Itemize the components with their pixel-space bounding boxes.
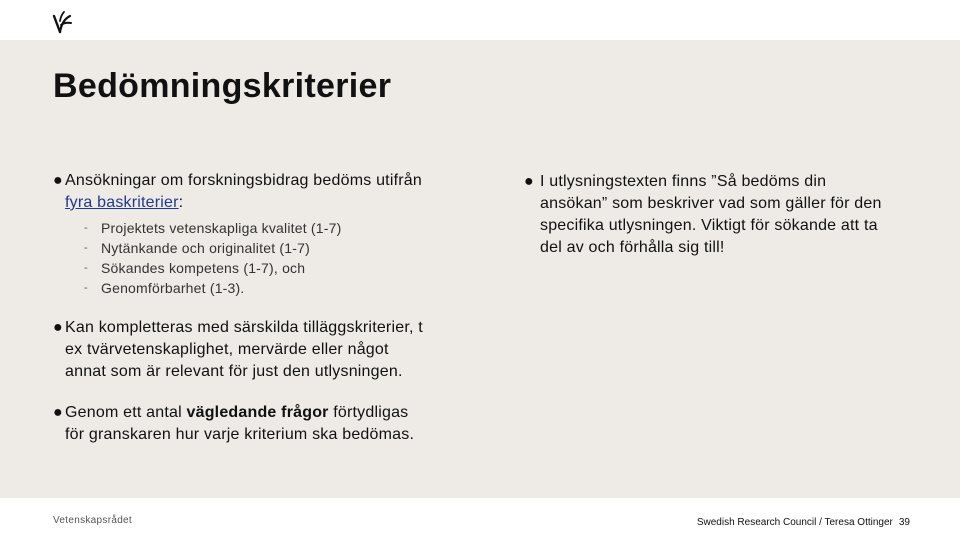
bullet-text: Genom ett antal (65, 404, 187, 421)
bullet-vagledande-fragor (53, 402, 463, 446)
bullet-dot: ● (53, 319, 63, 336)
bullet-text: del av och förhålla sig till! (540, 239, 725, 256)
bullet-sa-bedoms (524, 171, 924, 259)
bullet-baskriterier (53, 170, 463, 298)
left-column (53, 170, 463, 446)
right-column (524, 171, 924, 259)
bullet-text: ansökan” som beskriver vad som gäller för den (540, 195, 882, 212)
bullet-text: förtydligas (328, 404, 409, 421)
dash-marker: - (84, 282, 88, 294)
list-item-text: Genomförbarhet (1-3). (101, 280, 245, 296)
list-item (53, 238, 463, 258)
list-item-text: Sökandes kompetens (1-7), och (101, 260, 306, 276)
list-item-text: Nytänkande och originalitet (1-7) (101, 240, 310, 256)
bullet-dot: ● (524, 173, 534, 190)
bullet-tillaggskriterier (53, 317, 463, 383)
bullet-text: Kan kompletteras med särskilda tilläggskriterier, t (65, 319, 423, 336)
bullet-text: Ansökningar om forskningsbidrag bedöms utifrån (65, 172, 422, 189)
bullet-text: specifika utlysningen. Viktigt för sökande att ta (540, 217, 878, 234)
colon-text: : (178, 194, 184, 211)
dash-marker: - (84, 262, 88, 274)
bullet-text: I utlysningstexten finns ”Så bedöms din (540, 173, 827, 190)
vr-sprout-logo-icon (50, 10, 74, 36)
bold-text: vägledande frågor (186, 404, 329, 421)
slide-title: Bedömningskriterier (53, 67, 392, 105)
list-item-text: Projektets vetenskapliga kvalitet (1-7) (101, 220, 342, 236)
bullet-text: annat som är relevant för just den utlysningen. (65, 363, 403, 380)
list-item (53, 278, 463, 298)
footer-credit (697, 517, 910, 528)
dash-marker: - (84, 242, 88, 254)
bullet-text: ex tvärvetenskaplighet, mervärde eller något (65, 341, 389, 358)
top-bar (0, 0, 960, 40)
credit-text: Swedish Research Council / Teresa Ottinger (696, 517, 893, 528)
bullet-dot: ● (53, 172, 63, 189)
bullet-text: för granskaren hur varje kriterium ska bedömas. (65, 426, 415, 443)
list-item (53, 218, 463, 238)
criteria-list (53, 218, 463, 298)
list-item (53, 258, 463, 278)
org-name: Vetenskapsrådet (53, 515, 132, 526)
page-number: 39 (898, 517, 910, 528)
bullet-dot: ● (53, 404, 63, 421)
baskriterier-link[interactable]: fyra baskriterier (65, 194, 179, 211)
dash-marker: - (84, 222, 88, 234)
